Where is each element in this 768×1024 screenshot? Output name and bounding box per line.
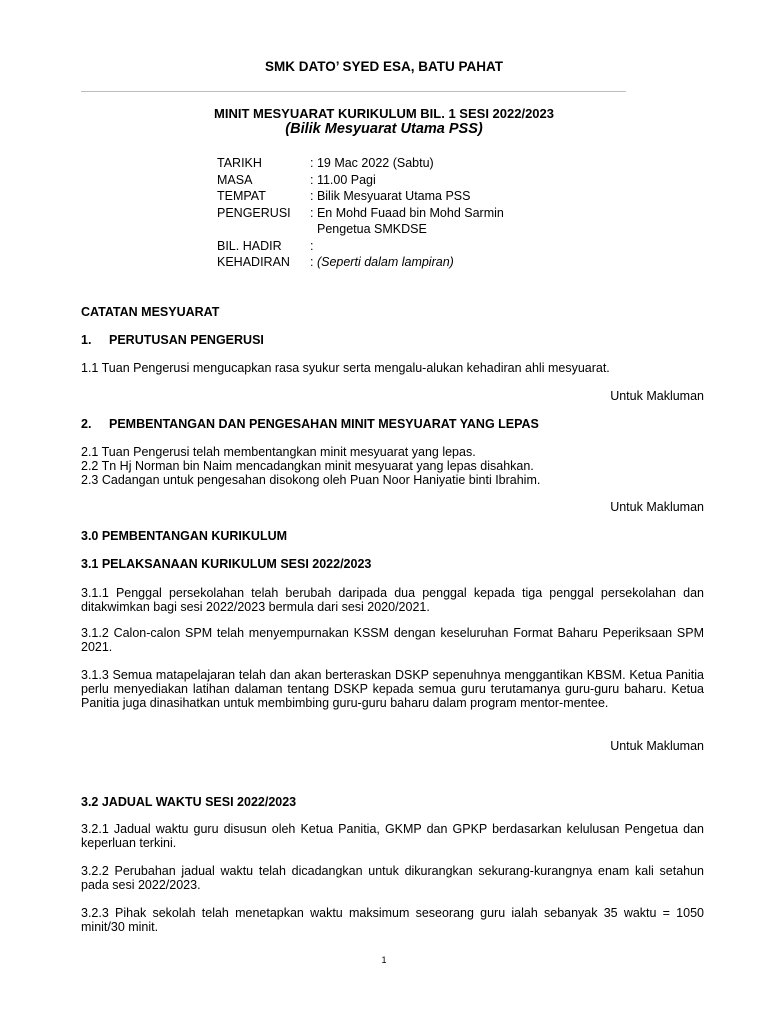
para-2-3: 2.3 Cadangan untuk pengesahan disokong oleh Puan Noor Haniyatie binti Ibrahim. bbox=[81, 473, 541, 487]
para-3-1-3: 3.1.3 Semua matapelajaran telah dan akan berteraskan DSKP sepenuhnya menggantikan KBSM. Ketua Panitia perlu menyediakan latihan dalaman tentang DSKP kepada semua guru terutamanya guru-guru baharu. Ketua Panitia juga dinasihatkan untuk membimbing guru-guru baharu dalam program mentor-mentee. bbox=[81, 668, 704, 710]
header-divider bbox=[81, 91, 626, 92]
info-value-wrap bbox=[310, 254, 454, 271]
document-title: MINIT MESYUARAT KURIKULUM BIL. 1 SESI 2022/2023 bbox=[214, 106, 554, 121]
para-3-2-2: 3.2.2 Perubahan jadual waktu telah dicadangkan untuk dikurangkan sekurang-kurangnya enam kali setahun pada sesi 2022/2023. bbox=[81, 864, 704, 892]
document-subtitle: (Bilik Mesyuarat Utama PSS) bbox=[285, 121, 483, 137]
section-title: PERUTUSAN PENGERUSI bbox=[109, 333, 264, 347]
catatan-heading: CATATAN MESYUARAT bbox=[81, 305, 220, 319]
info-value: Pengetua SMKDSE bbox=[317, 222, 427, 236]
info-label: BIL. HADIR bbox=[217, 238, 282, 253]
section-title: PEMBENTANGAN DAN PENGESAHAN MINIT MESYUARAT YANG LEPAS bbox=[109, 417, 539, 431]
info-label: TEMPAT bbox=[217, 189, 266, 203]
section-number: 2. bbox=[81, 417, 92, 431]
info-label: MASA bbox=[217, 172, 253, 187]
section-1-heading bbox=[81, 333, 704, 347]
para-2-1: 2.1 Tuan Pengerusi telah membentangkan minit mesyuarat yang lepas. bbox=[81, 445, 476, 459]
info-value: : bbox=[310, 238, 314, 253]
para-3-1-2: 3.1.2 Calon-calon SPM telah menyempurnakan KSSM dengan keseluruhan Format Baharu Peperiksaan SPM 2021. bbox=[81, 626, 704, 654]
section-3-heading: 3.0 PEMBENTANGAN KURIKULUM bbox=[81, 529, 288, 543]
subsection-3-2-heading: 3.2 JADUAL WAKTU SESI 2022/2023 bbox=[81, 795, 297, 809]
page-number: 1 bbox=[381, 955, 387, 965]
note-untuk-makluman: Untuk Makluman bbox=[610, 500, 704, 514]
school-name: SMK DATO’ SYED ESA, BATU PAHAT bbox=[264, 59, 504, 74]
section-2-heading bbox=[81, 417, 704, 431]
subsection-3-1-heading: 3.1 PELAKSANAAN KURIKULUM SESI 2022/2023 bbox=[81, 557, 372, 571]
section-number: 1. bbox=[81, 333, 92, 347]
info-label: TARIKH bbox=[217, 156, 262, 170]
note-untuk-makluman: Untuk Makluman bbox=[610, 739, 704, 753]
info-label: PENGERUSI bbox=[217, 205, 291, 220]
info-value: : 11.00 Pagi bbox=[310, 172, 376, 187]
para-3-2-3: 3.2.3 Pihak sekolah telah menetapkan waktu maksimum seseorang guru ialah sebanyak 35 waktu = 1050 minit/30 minit. bbox=[81, 906, 704, 934]
para-1-1: 1.1 Tuan Pengerusi mengucapkan rasa syukur serta mengalu-alukan kehadiran ahli mesyuarat. bbox=[81, 361, 610, 375]
info-value: : 19 Mac 2022 (Sabtu) bbox=[310, 156, 434, 170]
para-3-2-1: 3.2.1 Jadual waktu guru disusun oleh Ketua Panitia, GKMP dan GPKP berdasarkan kelulusan Pengetua dan keperluan terkini. bbox=[81, 822, 704, 850]
note-untuk-makluman: Untuk Makluman bbox=[610, 389, 704, 403]
info-value: (Seperti dalam lampiran) bbox=[316, 255, 454, 269]
info-label: KEHADIRAN bbox=[217, 255, 290, 269]
para-3-1-1: 3.1.1 Penggal persekolahan telah berubah daripada dua penggal kepada tiga penggal persekolahan dan ditakwimkan bagi sesi 2022/2023 bermula dari sesi 2020/2021. bbox=[81, 586, 704, 614]
info-value: : En Mohd Fuaad bin Mohd Sarmin bbox=[310, 205, 504, 220]
info-colon: : bbox=[310, 255, 317, 269]
info-value: : Bilik Mesyuarat Utama PSS bbox=[310, 189, 471, 203]
para-2-2: 2.2 Tn Hj Norman bin Naim mencadangkan minit mesyuarat yang lepas disahkan. bbox=[81, 459, 534, 473]
